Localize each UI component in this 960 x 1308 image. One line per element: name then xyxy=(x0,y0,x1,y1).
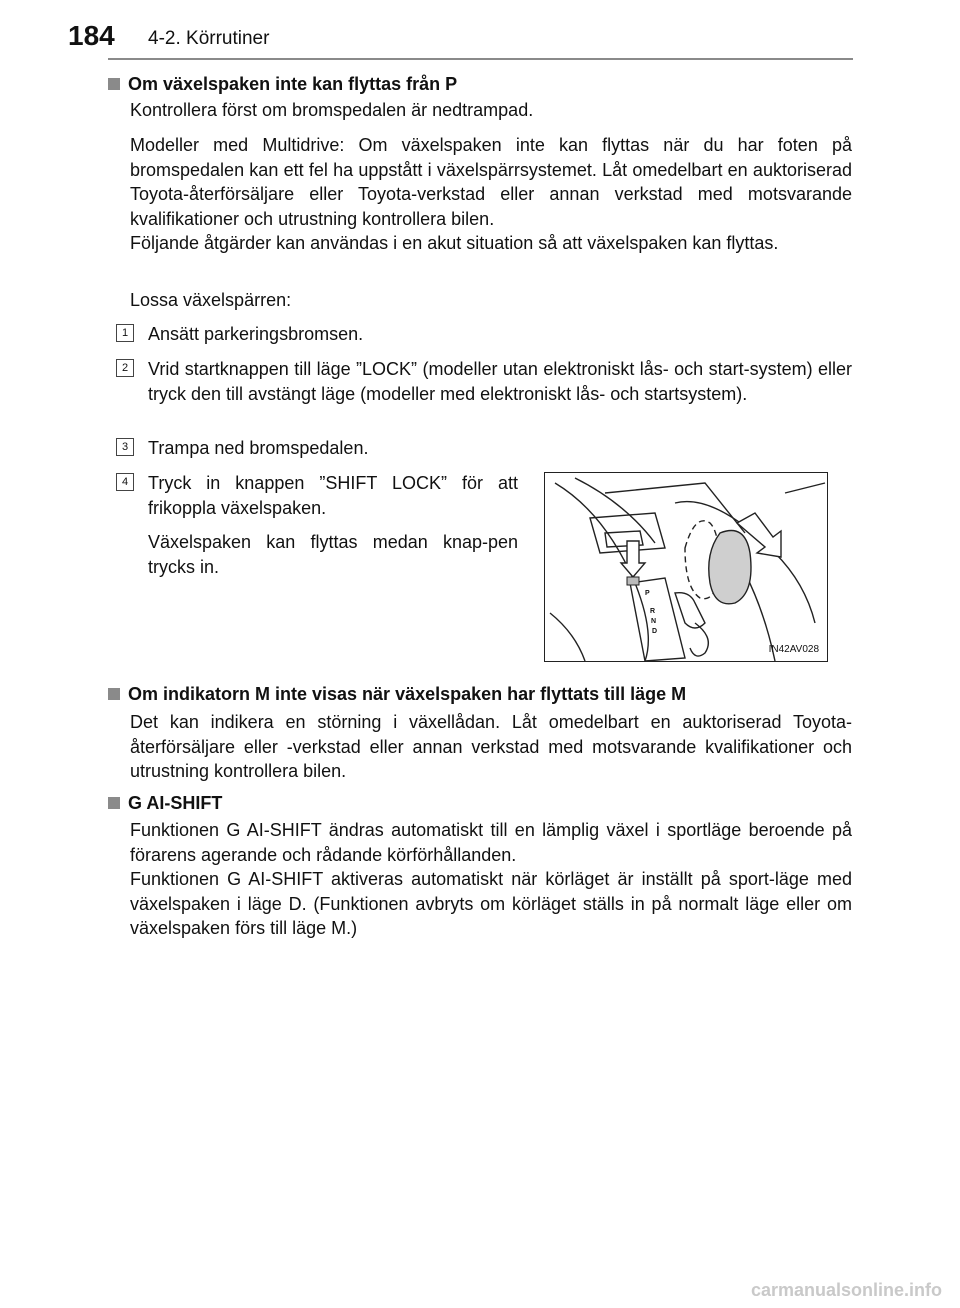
paragraph: Funktionen G AI-SHIFT aktiveras automatiskt när körläget är inställt på sport-läge med växelspaken i läge D. (Funktionen avbryts om körläget ställs in på normalt läge eller om växelspaken förs till läge M.) xyxy=(130,869,852,938)
watermark: carmanualsonline.info xyxy=(750,1280,942,1300)
figure-code: IN42AV028 xyxy=(768,644,819,655)
heading-text: Om växelspaken inte kan flyttas från P xyxy=(128,74,458,94)
step-number: 3 xyxy=(116,438,134,456)
heading-indicator-m xyxy=(108,682,686,706)
gear-label-n: N xyxy=(651,618,657,625)
step-text: Vrid startknappen till läge ”LOCK” (modeller utan elektroniskt lås- och start-system) eller tryck den till avstängt läge (modeller med elektroniskt lås- och startsystem). xyxy=(148,359,852,404)
step-text: Ansätt parkeringsbromsen. xyxy=(148,324,364,344)
step-note: Växelspaken kan flyttas medan knap-pen trycks in. xyxy=(148,532,518,577)
gear-label-d: D xyxy=(652,628,658,635)
gear-label-r: R xyxy=(650,608,656,615)
gear-label-p: P xyxy=(645,590,650,597)
paragraph: Följande åtgärder kan användas i en akut situation så att växelspaken kan flyttas. xyxy=(130,233,779,253)
square-bullet-icon xyxy=(108,797,120,809)
heading-shift-from-p xyxy=(108,72,457,96)
step-text: Tryck in knappen ”SHIFT LOCK” för att frikoppla växelspaken. xyxy=(148,473,518,518)
square-bullet-icon xyxy=(108,78,120,90)
header-rule xyxy=(108,58,853,60)
step-number: 1 xyxy=(116,324,134,342)
paragraph: Modeller med Multidrive: Om växelspaken inte kan flyttas när du har foten på bromspedalen kan ett fel ha uppstått i växelspärrsystemet. Låt omedelbart en auktoriserad Toyota-återförsäljare eller Toyota-verkstad eller annan verkstad med motsvarande kvalifikationer och utrustning kontrollera bilen. xyxy=(130,135,852,229)
paragraph: Funktionen G AI-SHIFT ändras automatiskt till en lämplig växel i sportläge beroende på förarens agerande och rådande körförhållanden. xyxy=(130,820,852,865)
section-title: 4-2. Körrutiner xyxy=(148,28,270,49)
paragraph: Det kan indikera en störning i växellådan. Låt omedelbart en auktoriserad Toyota-återförsäljare eller -verkstad eller annan verkstad med motsvarande kvalifikationer och utrustning kontrollera bilen. xyxy=(130,712,852,781)
square-bullet-icon xyxy=(108,688,120,700)
step-number: 2 xyxy=(116,359,134,377)
paragraph: Kontrollera först om bromspedalen är nedtrampad. xyxy=(130,100,534,120)
heading-text: Om indikatorn M inte visas när växelspaken har flyttats till läge M xyxy=(128,684,687,704)
step-number: 4 xyxy=(116,473,134,491)
shift-lock-drawing xyxy=(545,473,829,663)
heading-text: G AI-SHIFT xyxy=(128,793,223,813)
shift-lock-illustration xyxy=(544,472,828,662)
heading-g-ai-shift xyxy=(108,791,222,815)
step-text: Trampa ned bromspedalen. xyxy=(148,438,369,458)
shift-lock-button-icon xyxy=(627,577,639,585)
page-number: 184 xyxy=(68,20,115,51)
paragraph: Lossa växelspärren: xyxy=(130,290,292,310)
